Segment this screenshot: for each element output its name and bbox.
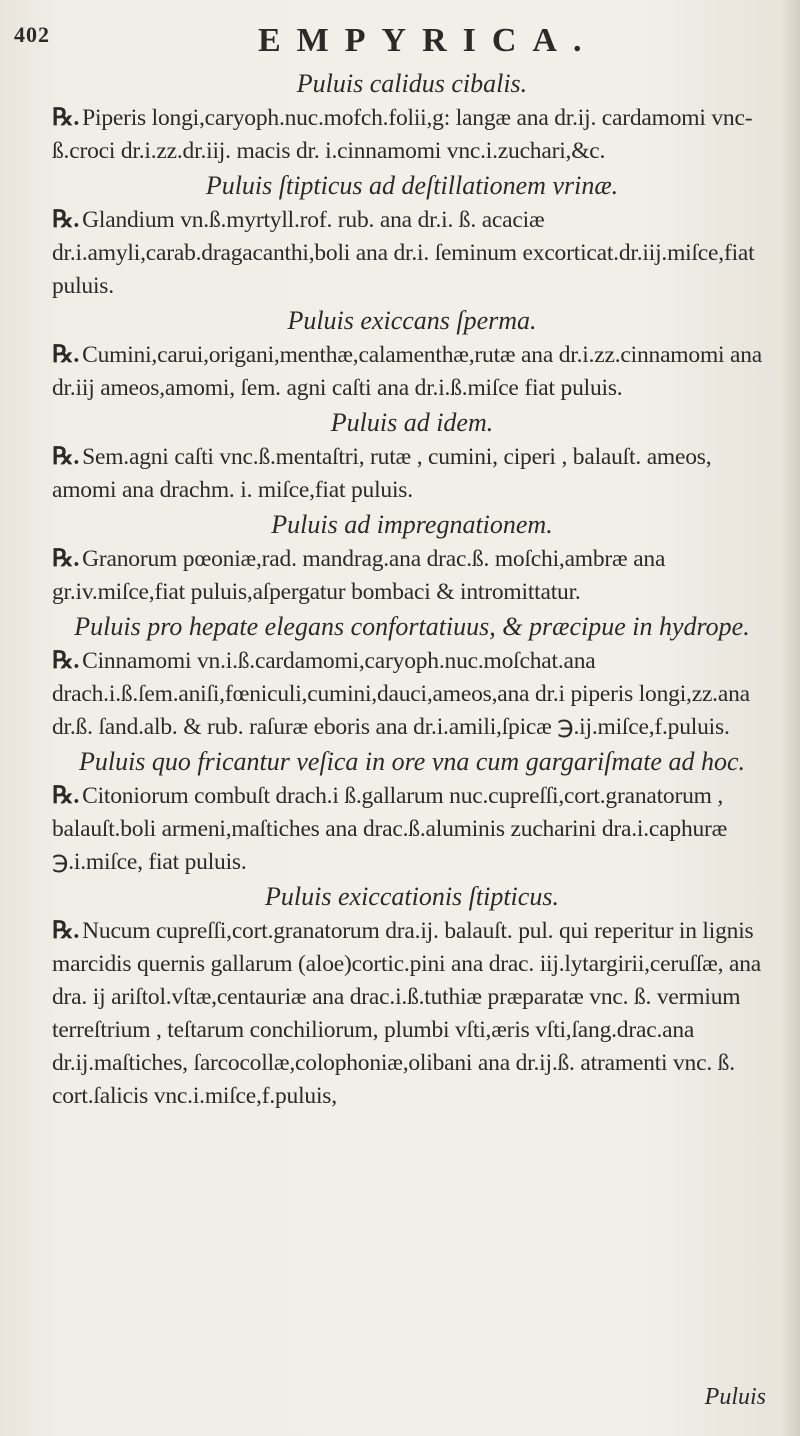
recipe-symbol-icon: ℞.: [52, 207, 80, 233]
recipe-text: Granorum pœoniæ,rad. mandrag.ana drac.ß. moſchi,ambræ ana gr.iv.miſce,fiat puluis,aſpergatur bombaci & intromittatur.: [52, 546, 666, 605]
recipe-symbol-icon: ℞.: [52, 546, 80, 572]
recipe-body: [52, 204, 772, 303]
page-header: [40, 22, 780, 62]
recipe: [52, 745, 772, 879]
recipe-title: Puluis ad idem.: [330, 408, 494, 437]
recipe-body: [52, 441, 772, 507]
recipe-text: Cinnamomi vn.i.ß.cardamomi,caryoph.nuc.moſchat.ana drach.i.ß.ſem.aniſi,fœniculi,cumini,dauci,ameos,ana dr.i piperis longi,zz.ana dr.ß. ſand.alb. & rub. raſuræ eboris ana dr.i.amili,ſpicæ ℈.ij.miſce,f.puluis.: [52, 648, 750, 740]
recipe-title: Puluis exiccationis ſtipticus.: [265, 882, 559, 911]
recipe: [52, 610, 772, 744]
running-head: EMPYRICA.: [258, 22, 598, 59]
recipe-body: [52, 102, 772, 168]
recipe-body: [52, 339, 772, 405]
recipe-symbol-icon: ℞.: [52, 918, 80, 944]
recipe-text: Glandium vn.ß.myrtyll.rof. rub. ana dr.i. ß. acaciæ dr.i.amyli,carab.dragacanthi,boli ana dr.i. ſeminum excorticat.dr.iij.miſce,fiat puluis.: [52, 207, 755, 299]
recipe-title: Puluis quo fricantur veſica in ore vna cum gargariſmate ad hoc.: [78, 747, 746, 776]
recipe-title: Puluis ad impregnationem.: [271, 510, 553, 539]
recipe-symbol-icon: ℞.: [52, 342, 80, 368]
recipe-body: [52, 543, 772, 609]
recipe-symbol-icon: ℞.: [52, 105, 80, 131]
recipe: [52, 304, 772, 405]
recipe-text: Piperis longi,caryoph.nuc.mofch.folii,g: langæ ana dr.ij. cardamomi vnc-ß.croci dr.i.zz.dr.iij. macis dr. i.cinnamomi vnc.i.zuchari,&c.: [52, 105, 753, 164]
recipe-title: Puluis ſtipticus ad deſtillationem vrinæ.: [205, 171, 619, 200]
recipe: [52, 880, 772, 1113]
recipe: [52, 508, 772, 609]
page-number: 402: [14, 22, 50, 47]
recipe-body: [52, 915, 772, 1113]
recipe: [52, 67, 772, 168]
recipe-text: Cumini,carui,origani,menthæ,calamenthæ,rutæ ana dr.i.zz.cinnamomi ana dr.iij ameos,amomi, ſem. agni caſti ana dr.i.ß.miſce fiat puluis.: [52, 342, 763, 401]
recipe: [52, 406, 772, 507]
recipe-title: Puluis exiccans ſperma.: [287, 306, 537, 335]
recipe-body: [52, 645, 772, 744]
catchword: Puluis: [704, 1384, 766, 1410]
recipe-symbol-icon: ℞.: [52, 648, 80, 674]
recipe-text: Citoniorum combuſt drach.i ß.gallarum nuc.cupreſſi,cort.granatorum , balauſt.boli armeni,maſtiches ana drac.ß.aluminis zucharini dra.i.caphuræ ℈.i.miſce, fiat puluis.: [52, 783, 728, 875]
recipe-text: Nucum cupreſſi,cort.granatorum dra.ij. balauſt. pul. qui reperitur in lignis marcidis quernis gallarum (aloe)cortic.pini ana drac. iij.lytargirii,ceruſſæ, ana dra. ij ariſtol.vſtæ,centauriæ ana drac.i.ß.tuthiæ præparatæ vnc. ß. vermium terreſtrium , teſtarum conchiliorum, plumbi vſti,æris vſti,ſang.drac.ana dr.ij.maſtiches, ſarcocollæ,colophoniæ,olibani ana dr.ij.ß. atramenti vnc. ß. cort.ſalicis vnc.i.miſce,f.puluis,: [52, 918, 761, 1109]
recipe-symbol-icon: ℞.: [52, 444, 80, 470]
recipe-body: [52, 780, 772, 879]
recipe-title: Puluis pro hepate elegans confortatiuus, & præcipue in hydrope.: [74, 612, 750, 641]
recipe-list: [52, 66, 772, 1113]
recipe-text: Sem.agni caſti vnc.ß.mentaſtri, rutæ , cumini, ciperi , balauſt. ameos, amomi ana drachm. i. miſce,fiat puluis.: [52, 444, 712, 503]
page-edge-shadow: [782, 0, 800, 1436]
recipe-title: Puluis calidus cibalis.: [296, 69, 528, 98]
recipe-symbol-icon: ℞.: [52, 783, 80, 809]
recipe: [52, 169, 772, 303]
